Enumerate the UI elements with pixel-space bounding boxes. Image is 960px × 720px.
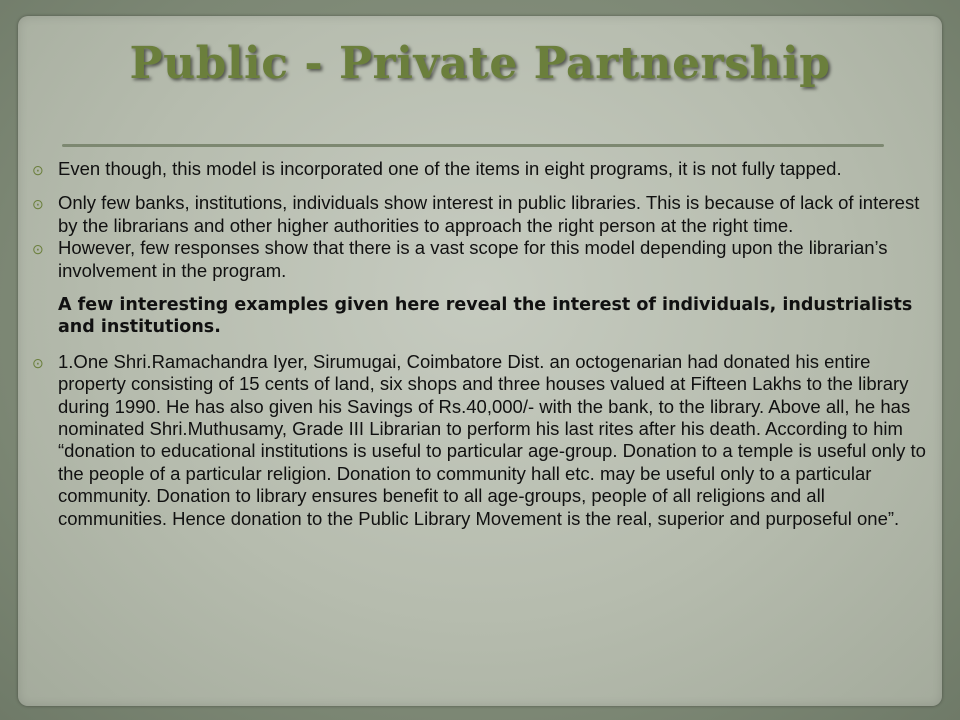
circled-bullet-icon: ⊙ — [32, 196, 44, 213]
paragraph-text: 1.One Shri.Ramachandra Iyer, Sirumugai, Coimbatore Dist. an octogenarian had donated his entire property consisting of 15 cents of land, six shops and three houses valued at Fifteen Lakhs to the library during 1990. He has also given his Savings of Rs.40,000/- with the bank, to the library. Above all, he has nominated Shri.Muthusamy, Grade III Librarian to perform his last rites after his death. According to him “donation to educational institutions is useful to particular age-group. Donation to a temple is useful only to the people of a particular religion. Donation to community hall etc. may be useful only to a particular community. Donation to library ensures benefit to all age-groups, people of all religions and all communities. Hence donation to the Public Library Movement is the real, superior and purposeful one”. — [58, 350, 926, 529]
slide-body — [30, 158, 930, 530]
slide-title: Public - Private Partnership — [129, 38, 831, 89]
bullet-paragraph — [30, 192, 930, 237]
circled-bullet-icon: ⊙ — [32, 354, 44, 371]
bullet-paragraph — [30, 351, 930, 530]
title-underline — [62, 144, 884, 147]
paragraph-text: However, few responses show that there is a vast scope for this model depending upon the librarian’s involvement in the program. — [58, 237, 888, 281]
examples-intro: A few interesting examples given here reveal the interest of individuals, industrialists and institutions. — [58, 295, 913, 338]
bullet-paragraph — [30, 237, 930, 282]
circled-bullet-icon: ⊙ — [32, 162, 44, 178]
circled-bullet-icon: ⊙ — [32, 241, 44, 258]
bullet-paragraph — [30, 158, 930, 180]
paragraph-text: Only few banks, institutions, individuals show interest in public libraries. This is because of lack of interest by the librarians and other higher authorities to approach the right person at the right time. — [58, 192, 920, 236]
paragraph-text: Even though, this model is incorporated one of the items in eight programs, it is not fully tapped. — [58, 158, 842, 179]
